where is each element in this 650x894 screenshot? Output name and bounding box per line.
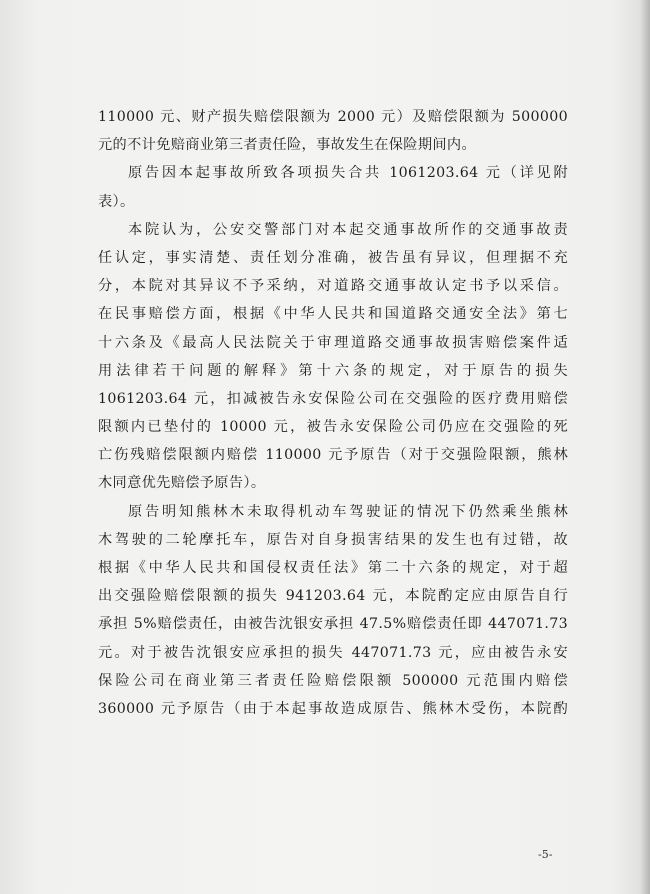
text-line: 根据《中华人民共和国侵权责任法》第二十六条的规定，对于超: [98, 560, 568, 576]
judgment-body-text: [98, 103, 568, 723]
text-line: 木驾驶的二轮摩托车，原告对自身损害结果的发生也有过错，故: [98, 531, 568, 548]
text-line: 元的不计免赔商业第三者责任险，事故发生在保险期间内。: [98, 137, 476, 154]
text-line: 1061203.64 元，扣减被告永安保险公司在交强险的医疗费用赔偿: [98, 390, 568, 407]
text-line: 保险公司在商业第三者责任险赔偿限额 500000 元范围内赔偿: [98, 672, 568, 689]
text-line: 用法律若干问题的解释》第十六条的规定，对于原告的损失: [98, 362, 568, 379]
text-line: 出交强险赔偿限额的损失 941203.64 元，本院酌定应由原告自行: [98, 588, 568, 605]
text-line: 原告明知熊林木未取得机动车驾驶证的情况下仍然乘坐熊林: [128, 503, 568, 520]
text-line: 原告因本起事故所致各项损失合共 1061203.64 元（详见附: [128, 165, 568, 182]
text-line: 承担 5%赔偿责任，由被告沈银安承担 47.5%赔偿责任即 447071.73: [98, 616, 568, 633]
text-line: 木同意优先赔偿予原告）。: [98, 475, 266, 492]
text-line: 360000 元予原告（由于本起事故造成原告、熊林木受伤，本院酌: [98, 700, 568, 717]
text-line: 元。对于被告沈银安应承担的损失 447071.73 元，应由被告永安: [98, 644, 568, 661]
text-line: 限额内已垫付的 10000 元，被告永安保险公司仍应在交强险的死: [98, 419, 568, 436]
text-line: 亡伤残赔偿限额内赔偿 110000 元予原告（对于交强险限额，熊林: [98, 447, 568, 464]
text-line: 分，本院对其异议不予采纳，对道路交通事故认定书予以采信。: [98, 278, 568, 295]
text-line: 在民事赔偿方面，根据《中华人民共和国道路交通安全法》第七: [98, 306, 568, 323]
text-line: 110000 元、财产损失赔偿限额为 2000 元）及赔偿限额为 500000: [98, 109, 568, 125]
text-line: 十六条及《最高人民法院关于审理道路交通事故损害赔偿案件适: [98, 334, 568, 351]
text-line: 任认定，事实清楚、责任划分准确，被告虽有异议，但理据不充: [98, 249, 568, 266]
text-line: 表）。: [98, 193, 135, 210]
text-line: 本院认为，公安交警部门对本起交通事故所作的交通事故责: [128, 221, 568, 238]
page-number: -5-: [538, 848, 553, 861]
